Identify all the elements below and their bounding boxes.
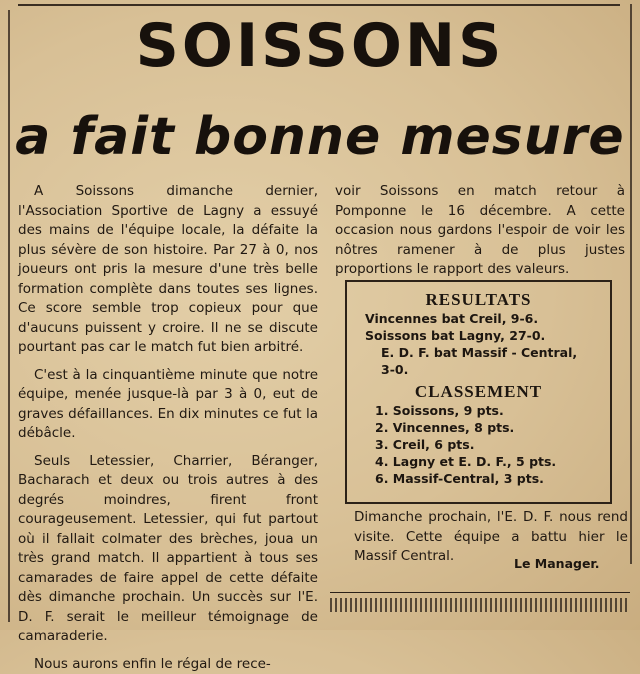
standing-row: 6. Massif-Central, 3 pts. xyxy=(347,470,610,487)
paragraph-1: A Soissons dimanche dernier, l'Association Sportive de Lagny a essuyé des mains de l'équipe locale, la défaite la plus sévère de son histoire. Par 27 à 0, nos joueurs ont pris la mesure d'une très belle formation complète dans toutes ses lignes. Ce score semble trop copieux pour que d'aucuns puissent y croire. Il ne se discute pourtant pas car le match fut bien arbitré. xyxy=(18,182,318,358)
standings-section xyxy=(347,382,610,487)
bottom-rule-line xyxy=(330,592,630,593)
result-row: 3-0. xyxy=(347,361,610,378)
results-title: RESULTATS xyxy=(347,290,610,310)
signature: Le Manager. xyxy=(514,556,600,571)
results-section xyxy=(347,290,610,378)
article-column-2 xyxy=(335,182,625,280)
headline-line-1: SOISSONS xyxy=(0,6,640,86)
headline-line-2: a fait bonne mesure xyxy=(0,98,640,176)
standing-row: 3. Creil, 6 pts. xyxy=(347,436,610,453)
closing-paragraph: Dimanche prochain, l'E. D. F. nous rend visite. Cette équipe a battu hier le Massif Central. xyxy=(354,508,628,567)
result-row: Soissons bat Lagny, 27-0. xyxy=(347,327,610,344)
paragraph-4: Nous aurons enfin le régal de rece- xyxy=(18,655,318,674)
result-row: E. D. F. bat Massif - Central, xyxy=(347,344,610,361)
standings-title: CLASSEMENT xyxy=(347,382,610,402)
paragraph-continued: voir Soissons en match retour à Pomponne le 16 décembre. A cette occasion nous gardons l'espoir de voir les nôtres ramener à de plus justes proportions le rapport des valeurs. xyxy=(335,182,625,280)
paragraph-2: C'est à la cinquantième minute que notre équipe, menée jusque-là par 3 à 0, eut de graves défaillances. En dix minutes ce fut la débâcle. xyxy=(18,366,318,444)
bottom-hatched-rule xyxy=(330,598,630,612)
paragraph-3: Seuls Letessier, Charrier, Béranger, Bacharach et deux ou trois autres à des degrés moindres, firent front courageusement. Letessier, qui fut partout où il fallait colmater des brèches, joua un très grand match. Il appartient à tous ses camarades de faire appel de cette défaite dès dimanche prochain. Un succès sur l'E. D. F. serait le meilleur témoignage de camaraderie. xyxy=(18,452,318,647)
result-row: Vincennes bat Creil, 9-6. xyxy=(347,310,610,327)
standing-row: 4. Lagny et E. D. F., 5 pts. xyxy=(347,453,610,470)
article-column-1 xyxy=(18,182,318,674)
standing-row: 1. Soissons, 9 pts. xyxy=(347,402,610,419)
right-frame-rule xyxy=(630,4,632,564)
results-box xyxy=(345,280,612,504)
standing-row: 2. Vincennes, 8 pts. xyxy=(347,419,610,436)
